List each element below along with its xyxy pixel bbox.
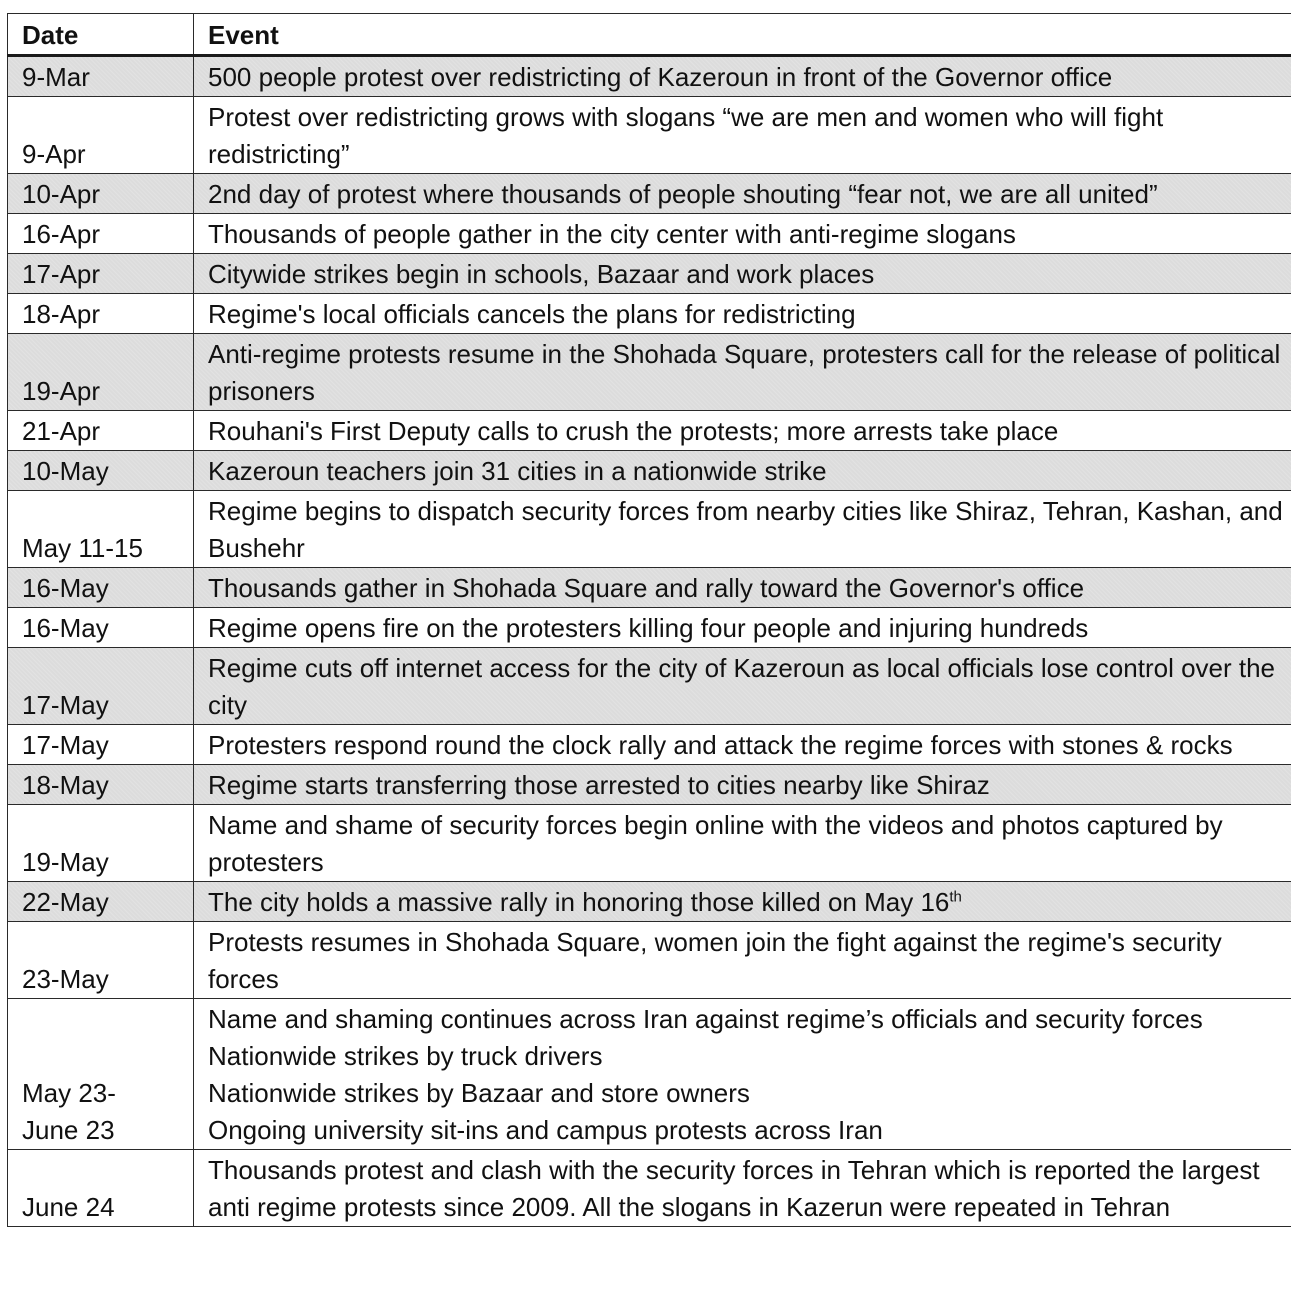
table-body: [8, 56, 1291, 1227]
table-row: [8, 999, 1291, 1150]
event-description-cell: [194, 294, 1291, 334]
event-description-cell: [194, 648, 1291, 725]
table-row: [8, 568, 1291, 608]
event-text: Thousands protest and clash with the security forces in Tehran which is reported the largest anti regime protests since 2009. All the slogans in Kazerun were repeated in Tehran: [208, 1155, 1260, 1222]
event-date-cell: 18-May: [8, 765, 194, 805]
event-text: Protest over redistricting grows with slogans “we are men and women who will fight redistricting”: [208, 102, 1164, 169]
event-text: 2nd day of protest where thousands of people shouting “fear not, we are all united”: [208, 179, 1158, 209]
event-text: Regime begins to dispatch security forces from nearby cities like Shiraz, Tehran, Kashan, and Bushehr: [208, 496, 1283, 563]
event-description-cell: [194, 214, 1291, 254]
event-description-cell: [194, 97, 1291, 174]
event-description-cell: [194, 725, 1291, 765]
table-row: [8, 805, 1291, 882]
table-row: [8, 56, 1291, 97]
event-description-cell: [194, 765, 1291, 805]
table-row: [8, 254, 1291, 294]
event-date-cell: 17-May: [8, 648, 194, 725]
table-row: [8, 411, 1291, 451]
event-description-cell: [194, 999, 1291, 1150]
event-column-header: Event: [194, 14, 1291, 56]
event-text: Thousands gather in Shohada Square and rally toward the Governor's office: [208, 573, 1085, 603]
event-date-cell: 19-Apr: [8, 334, 194, 411]
event-date-cell: 23-May: [8, 922, 194, 999]
event-text: Name and shaming continues across Iran against regime’s officials and security forces Nationwide strikes by truck drivers Nationwide strikes by Bazaar and store owners Ongoing university sit-ins and campus protests across Iran: [208, 1004, 1203, 1145]
table-row: [8, 174, 1291, 214]
event-date-cell: 16-May: [8, 608, 194, 648]
event-date-cell: 17-Apr: [8, 254, 194, 294]
table-row: [8, 334, 1291, 411]
event-date-cell: 9-Mar: [8, 56, 194, 97]
event-text: Anti-regime protests resume in the Shohada Square, protesters call for the release of political prisoners: [208, 339, 1281, 406]
event-text: Rouhani's First Deputy calls to crush the protests; more arrests take place: [208, 416, 1059, 446]
event-date-cell: 19-May: [8, 805, 194, 882]
event-text: Regime opens fire on the protesters killing four people and injuring hundreds: [208, 613, 1089, 643]
event-date-cell: 9-Apr: [8, 97, 194, 174]
event-text: Citywide strikes begin in schools, Bazaar and work places: [208, 259, 875, 289]
table-row: [8, 922, 1291, 999]
event-description-cell: [194, 254, 1291, 294]
event-description-cell: [194, 1150, 1291, 1227]
event-text: Regime cuts off internet access for the city of Kazeroun as local officials lose control over the city: [208, 653, 1276, 720]
table-row: [8, 882, 1291, 922]
event-description-cell: [194, 451, 1291, 491]
table-row: [8, 451, 1291, 491]
event-date-cell: 18-Apr: [8, 294, 194, 334]
header-row: [8, 14, 1291, 56]
table-row: [8, 765, 1291, 805]
event-description-cell: [194, 608, 1291, 648]
event-text: Protests resumes in Shohada Square, women join the fight against the regime's security forces: [208, 927, 1222, 994]
event-description-cell: [194, 334, 1291, 411]
event-description-cell: [194, 56, 1291, 97]
table-row: [8, 725, 1291, 765]
table-row: [8, 608, 1291, 648]
event-description-cell: [194, 568, 1291, 608]
event-date-cell: 16-May: [8, 568, 194, 608]
event-date-cell: 16-Apr: [8, 214, 194, 254]
event-description-cell: [194, 882, 1291, 922]
event-description-cell: [194, 805, 1291, 882]
event-date-cell: 10-Apr: [8, 174, 194, 214]
event-text: Kazeroun teachers join 31 cities in a nationwide strike: [208, 456, 827, 486]
table-row: [8, 648, 1291, 725]
event-date-cell: 22-May: [8, 882, 194, 922]
ordinal-suffix: th: [949, 888, 962, 906]
event-text: The city holds a massive rally in honoring those killed on May 16: [208, 887, 950, 917]
event-date-cell: 21-Apr: [8, 411, 194, 451]
event-date-cell: May 11-15: [8, 491, 194, 568]
event-description-cell: [194, 491, 1291, 568]
event-description-cell: [194, 922, 1291, 999]
event-description-cell: [194, 174, 1291, 214]
event-text: Regime starts transferring those arrested to cities nearby like Shiraz: [208, 770, 990, 800]
event-text: Protesters respond round the clock rally and attack the regime forces with stones & rocks: [208, 730, 1233, 760]
table-row: [8, 294, 1291, 334]
event-date-cell: 10-May: [8, 451, 194, 491]
event-date-cell: June 24: [8, 1150, 194, 1227]
event-text: Name and shame of security forces begin online with the videos and photos captured by protesters: [208, 810, 1223, 877]
event-text: Regime's local officials cancels the plans for redistricting: [208, 299, 856, 329]
table-row: [8, 1150, 1291, 1227]
date-column-header: Date: [8, 14, 194, 56]
event-description-cell: [194, 411, 1291, 451]
event-text: Thousands of people gather in the city center with anti-regime slogans: [208, 219, 1016, 249]
event-date-cell: May 23- June 23: [8, 999, 194, 1150]
event-date-cell: 17-May: [8, 725, 194, 765]
table-row: [8, 97, 1291, 174]
table-row: [8, 491, 1291, 568]
events-table: [7, 13, 1291, 1227]
event-text: 500 people protest over redistricting of Kazeroun in front of the Governor office: [208, 62, 1113, 92]
table-row: [8, 214, 1291, 254]
